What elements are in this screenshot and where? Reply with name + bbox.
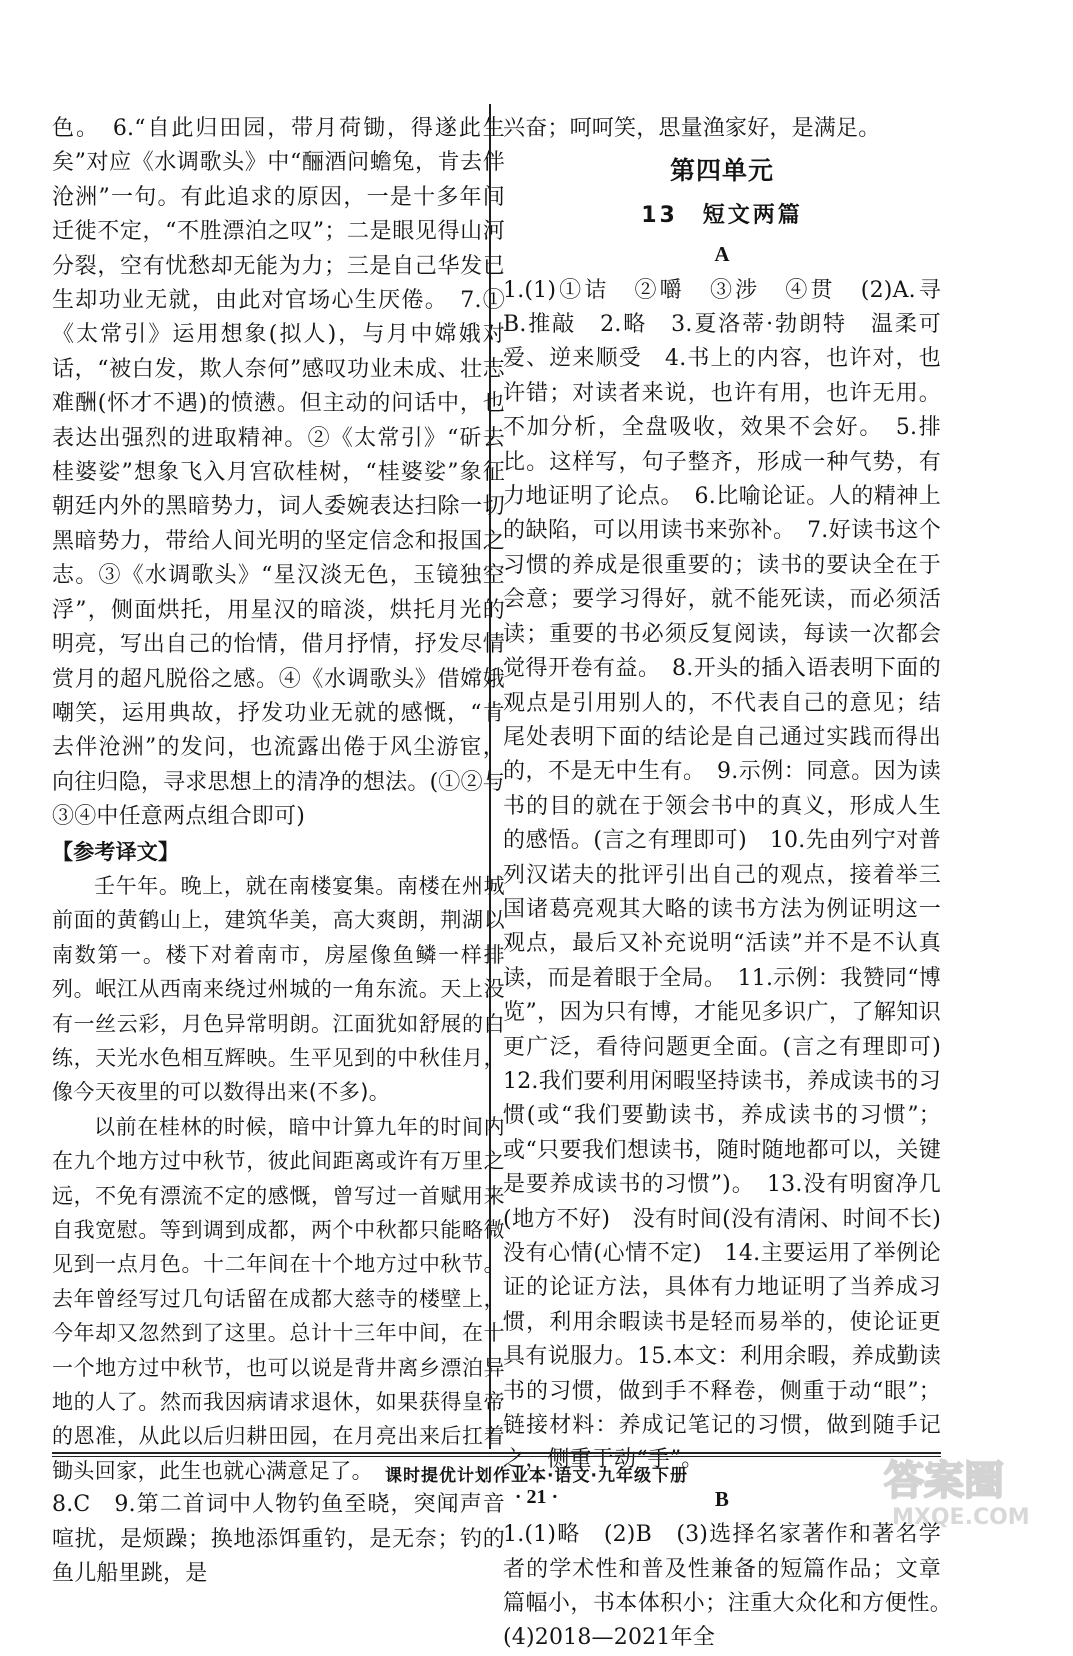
answer-paragraph-2: 8.C 9.第二首词中人物钓鱼至晓，突闻声音喧扰，是烦躁；换地添饵重钓，是无奈；钓的鱼儿船里跳，是 <box>52 1492 505 1587</box>
page-number: · 21 · <box>514 1486 559 1508</box>
unit-title: 第四单元 <box>669 156 774 186</box>
watermark-logo <box>880 1450 1055 1530</box>
reference-translation-heading: 【参考译文】 <box>52 839 180 864</box>
left-column <box>52 112 505 1591</box>
answer-continuation: 兴奋；呵呵笑，思量渔家好，是满足。 <box>503 116 881 141</box>
section-b-label: B <box>714 1486 730 1511</box>
lesson-title: 13 短文两篇 <box>641 202 803 228</box>
watermark-bottom-text: MXQE.COM <box>892 1505 1030 1530</box>
footer-book-title: 课时提优计划作业本·语文·九年级下册 <box>385 1466 688 1486</box>
answer-paragraph: 色。 6.“自此归田园，带月荷锄，得遂此生矣”对应《水调歌头》中“酾酒问蟾兔，肯去伴沧洲”一句。有此追求的原因，一是十多年间迁徙不定，“不胜漂泊之叹”；二是眼见得山河分裂，空有忧愁却无能为力；三是自己华发已生却功业无就，由此对官场心生厌倦。 7.①《太常引》运用想象(拟人)，与月中嫦娥对话，“被白发，欺人奈何”感叹功业未成、壮志难酬(怀才不遇)的愤懑。但主动的问话中，也表达出强烈的进取精神。②《太常引》“斫去桂婆娑”想象飞入月宫砍桂树，“桂婆娑”象征朝廷内外的黑暗势力，词人委婉表达扫除一切黑暗势力，带给人间光明的坚定信念和报国之志。③《水调歌头》“星汉淡无色，玉镜独空浮”，侧面烘托，用星汉的暗淡，烘托月光的明亮，写出自己的怡情，借月抒情，抒发尽情赏月的超凡脱俗之感。④《水调歌头》借嫦娥嘲笑，运用典故，抒发功业无就的感慨，“肯去伴沧洲”的发问，也流露出倦于风尘游宦，向往归隐，寻求思想上的清净的想法。(①②与③④中任意两点组合即可) <box>52 116 505 830</box>
section-a-answers: 1.(1)①诘 ②嚼 ③涉 ④贯 (2)A.寻 B.推敲 2.略 3.夏洛蒂·勃朗特 温柔可爱、逆来顺受 4.书上的内容，也许对，也许错；对读者来说，也许有用，也许无用。不加分析，全盘吸收，效果不会好。 5.排比。这样写，句子整齐，形成一种气势，有力地证明了论点。 6.比喻论证。人的精神上的缺陷，可以用读书来弥补。 7.好读书这个习惯的养成是很重要的；读书的要诀全在于会意；要学习得好，就不能死读，而必须活读；重要的书必须反复阅读，每读一次都会觉得开卷有益。 8.开头的插入语表明下面的观点是引用别人的，不代表自己的意见；结尾处表明下面的结论是自己通过实践而得出的，不是无中生有。 9.示例：同意。因为读书的目的就在于领会书中的真义，形成人生的感悟。(言之有理即可) 10.先由列宁对普列汉诺夫的批评引出自己的观点，接着举三国诸葛亮观其大略的读书方法为例证明这一观点，最后又补充说明“活读”并不是不认真读，而是着眼于全局。 11.示例：我赞同“博览”，因为只有博，才能见多识广，了解知识更广泛，看待问题更全面。(言之有理即可) 12.我们要利用闲暇坚持读书，养成读书的习惯(或“我们要勤读书，养成读书的习惯”；或“只要我们想读书，随时随地都可以，关键是要养成读书的习惯”)。 13.没有明窗净几(地方不好) 没有时间(没有清闲、时间不长) 没有心情(心情不定) 14.主要运用了举例论证的论证方法，具体有力地证明了当养成习惯，利用余暇读书是轻而易举的，使论证更具有说服力。15.本文：利用余暇，养成勤读书的习惯，做到手不释卷，侧重于动“眼”；链接材料：养成记笔记的习惯，做到随手记之，侧重于动“手”。 <box>503 277 964 1473</box>
watermark-top-text: 答案圈 <box>884 1458 1004 1504</box>
footer-rule-thin <box>52 1456 941 1457</box>
translation-paragraph-1: 壬午年。晚上，就在南楼宴集。南楼在州城前面的黄鹤山上，建筑华美，高大爽朗，荆湖以南数第一。楼下对着南市，房屋像鱼鳞一样排列。岷江从西南来绕过州城的一角东流。天上没有一丝云彩，月色异常明朗。江面犹如舒展的白练，天光水色相互辉映。生平见到的中秋佳月，像今天夜里的可以数得出来(不多)。 <box>52 873 505 1105</box>
section-a-label: A <box>714 242 730 267</box>
section-b-answers: 1.(1)略 (2)B (3)选择名家著作和著名学者的学术性和普及性兼备的短篇作品；文章篇幅小，书本体积小；注重大众化和方便性。 (4)2018—2021年全 <box>503 1522 964 1651</box>
column-divider <box>489 104 491 1449</box>
footer-rule <box>52 1452 941 1454</box>
translation-paragraph-2: 以前在桂林的时候，暗中计算九年的时间内在九个地方过中秋节，彼此间距离或许有万里之远，不免有漂流不定的感慨，曾写过一首赋用来自我宽慰。等到调到成都，两个中秋都只能略微见到一点月色。十二年间在十个地方过中秋节。去年曾经写过几句话留在成都大慈寺的楼壁上，今年却又忽然到了这里。总计十三年中间，在十一个地方过中秋节，也可以说是背井离乡漂泊异地的人了。然而我因病请求退休，如果获得皇帝的恩准，从此以后归耕田园，在月亮出来后扛着锄头回家，此生也就心满意足了。 <box>52 1114 505 1483</box>
